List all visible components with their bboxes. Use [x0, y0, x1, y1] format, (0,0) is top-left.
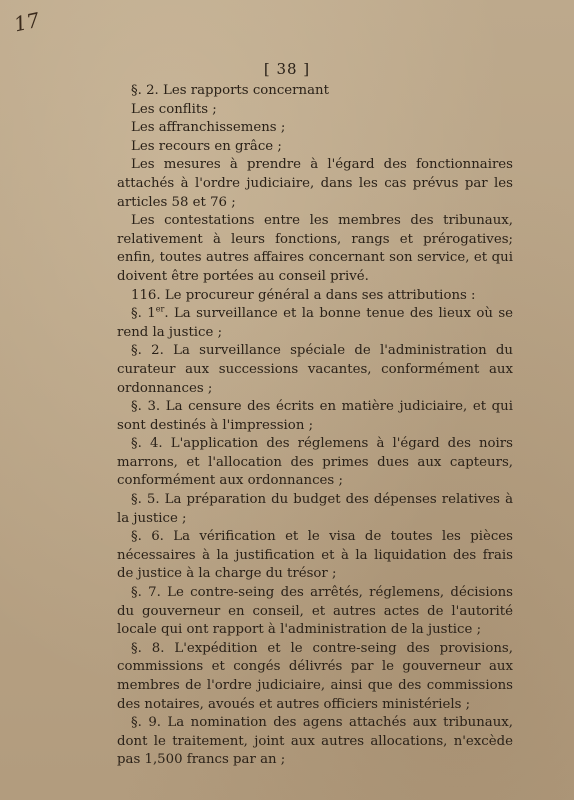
- paragraph: Les contestations entre les membres des tribunaux, relativement à leurs fonctions, rangs et prérogatives; enfin, toutes autres affaires concernant son service, et qui doivent être portées au conseil privé.: [117, 213, 513, 284]
- paragraph: §. 2. La surveillance spéciale de l'administration du curateur aux successions vacantes, conformément aux ordonnances ;: [117, 343, 513, 396]
- paragraph: §. 4. L'application des réglemens à l'égard des noirs marrons, et l'allocation des primes dues aux capteurs, conformément aux ordonnances ;: [117, 436, 513, 489]
- paragraph: Les recours en grâce ;: [131, 138, 282, 154]
- article-heading: 116. Le procureur général a dans ses attributions :: [131, 287, 476, 303]
- paragraph: Les mesures à prendre à l'égard des fonctionnaires attachés à l'ordre judiciaire, dans les cas prévus par les articles 58 et 76 ;: [117, 157, 513, 210]
- paragraph: §. 1er. La surveillance et la bonne tenue des lieux où se rend la justice ;: [117, 304, 514, 340]
- document-body: [117, 82, 513, 770]
- paragraph: Les conflits ;: [131, 101, 217, 117]
- page-number: [ 38 ]: [263, 60, 311, 78]
- paragraph: §. 2. Les rapports concernant: [131, 83, 329, 98]
- paragraph: §. 6. La vérification et le visa de toutes les pièces nécessaires à la justification et à la liquidation des frais de justice à la charge du trésor ;: [117, 529, 513, 582]
- paragraph: §. 8. L'expédition et le contre-seing des provisions, commissions et congés délivrés par le gouverneur aux membres de l'ordre judiciaire, ainsi que des commissions des notaires, avoués et autres officiers ministériels ;: [117, 640, 513, 712]
- paragraph: §. 5. La préparation du budget des dépenses relatives à la justice ;: [117, 492, 513, 526]
- paragraph: §. 3. La censure des écrits en matière judiciaire, et qui sont destinés à l'impression ;: [117, 399, 513, 433]
- paragraph: Les affranchissemens ;: [131, 120, 286, 136]
- superscript: er: [155, 304, 165, 314]
- paragraph: §. 7. Le contre-seing des arrêtés, réglemens, décisions du gouverneur en conseil, et autres actes de l'autorité locale qui ont rapport à l'administration de la justice ;: [117, 585, 513, 638]
- margin-handwritten-note: 17: [11, 7, 42, 37]
- paragraph: §. 9. La nomination des agens attachés aux tribunaux, dont le traitement, joint aux autres allocations, n'excède pas 1,500 francs par an ;: [117, 715, 513, 768]
